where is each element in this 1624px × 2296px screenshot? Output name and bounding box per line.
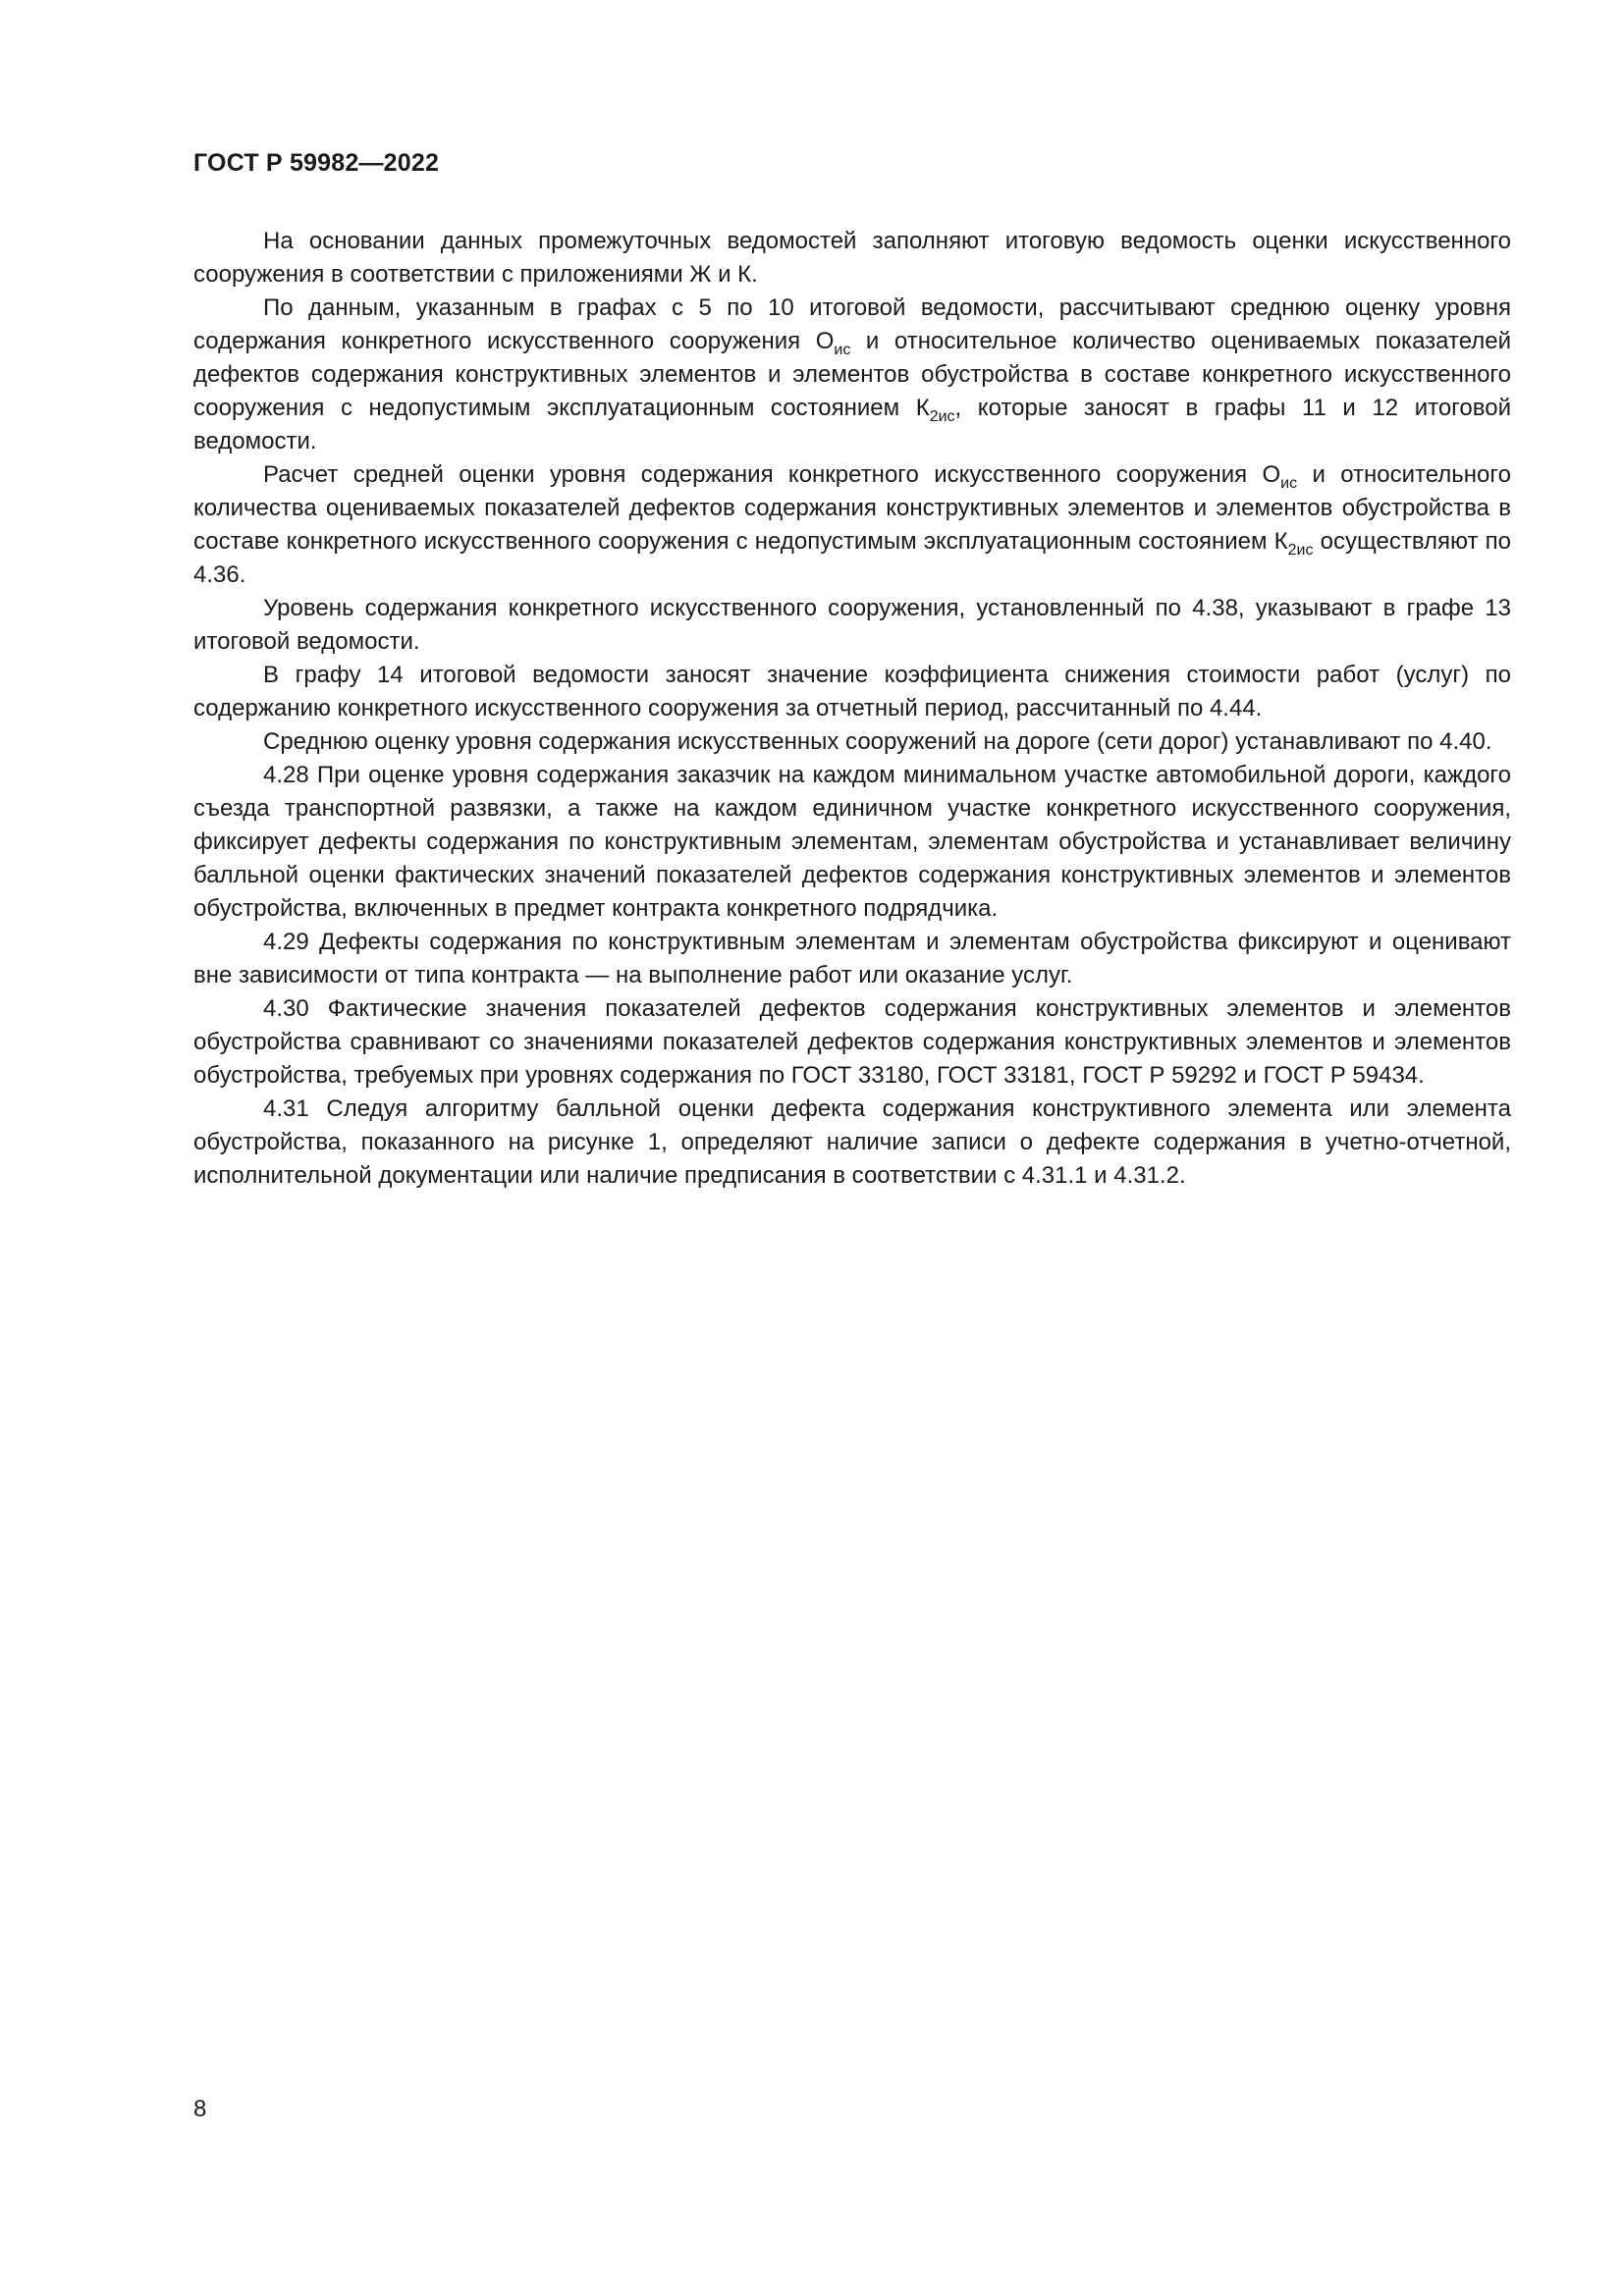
paragraph-text: По данным, указанным в графах с 5 по 10 итоговой ведомости, рассчитывают среднюю оценку уровня содержания конкретного искусственного сооружения О	[193, 294, 1511, 354]
paragraph-text: и относительное количество оцениваемых показателей дефектов содержания конструктивных элементов и элементов обустройства в составе конкретного искусственного сооружения с недопустимым эксплуатационным состоянием К	[193, 328, 1511, 421]
paragraph-text: и относительного количества оцениваемых показателей дефектов содержания конструктивных элементов и элементов обустройства в составе конкретного искусственного сооружения с недопустимым эксплуатационным состоянием К	[193, 461, 1511, 555]
subscript-2is: 2ис	[929, 408, 955, 425]
paragraph-text: 4.29 Дефекты содержания по конструктивным элементам и элементам обустройства фиксируют и оценивают вне зависимости от типа контракта — на выполнение работ или оказание услуг.	[193, 929, 1511, 988]
paragraph-level-column-13	[193, 592, 1511, 659]
paragraph-text: На основании данных промежуточных ведомостей заполняют итоговую ведомость оценки искусственного сооружения в соответствии с приложениями Ж и К.	[193, 228, 1511, 288]
paragraph-text: Среднюю оценку уровня содержания искусственных сооружений на дороге (сети дорог) устанавливают по 4.40.	[263, 728, 1492, 755]
paragraph-average-score	[193, 292, 1511, 458]
paragraph-clause-4-30	[193, 992, 1511, 1093]
document-header: ГОСТ Р 59982—2022	[193, 149, 440, 177]
paragraph-text: Расчет средней оценки уровня содержания конкретного искусственного сооружения О	[263, 461, 1281, 488]
paragraph-text: , которые заносят в графы 11 и 12 итоговой ведомости.	[193, 395, 1511, 454]
paragraph-calculation	[193, 458, 1511, 592]
document-body	[193, 225, 1511, 1193]
paragraph-clause-4-28	[193, 759, 1511, 926]
paragraph-text: Уровень содержания конкретного искусственного сооружения, установленный по 4.38, указывают в графе 13 итоговой ведомости.	[193, 595, 1511, 655]
paragraph-road-average	[193, 725, 1511, 759]
paragraph-text: осуществляют по 4.36.	[193, 528, 1511, 588]
paragraph-text: 4.30 Фактические значения показателей дефектов содержания конструктивных элементов и элементов обустройства сравнивают со значениями показателей дефектов содержания конструктивных элементов и элементов обустройства, требуемых при уровнях содержания по ГОСТ 33180, ГОСТ 33181, ГОСТ Р 59292 и ГОСТ Р 59434.	[193, 995, 1511, 1089]
subscript-is: ис	[834, 342, 851, 358]
subscript-2is: 2ис	[1287, 542, 1314, 559]
subscript-is: ис	[1280, 475, 1298, 492]
paragraph-column-14	[193, 659, 1511, 725]
paragraph-text: В графу 14 итоговой ведомости заносят значение коэффициента снижения стоимости работ (услуг) по содержанию конкретного искусственного сооружения за отчетный период, рассчитанный по 4.44.	[193, 662, 1511, 721]
page-number: 8	[193, 2096, 207, 2122]
paragraph-text: 4.28 При оценке уровня содержания заказчик на каждом минимальном участке автомобильной дороги, каждого съезда транспортной развязки, а также на каждом единичном участке конкретного искусственного сооружения, фиксирует дефекты содержания по конструктивным элементам, элементам обустройства и устанавливает величину балльной оценки фактических значений показателей дефектов содержания конструктивных элементов и элементов обустройства, включенных в предмет контракта конкретного подрядчика.	[193, 762, 1511, 922]
paragraph-text: 4.31 Следуя алгоритму балльной оценки дефекта содержания конструктивного элемента или элемента обустройства, показанного на рисунке 1, определяют наличие записи о дефекте содержания в учетно-отчетной, исполнительной документации или наличие предписания в соответствии с 4.31.1 и 4.31.2.	[193, 1095, 1511, 1189]
paragraph-clause-4-31	[193, 1093, 1511, 1193]
paragraph-summary-sheet	[193, 225, 1511, 292]
paragraph-clause-4-29	[193, 926, 1511, 992]
